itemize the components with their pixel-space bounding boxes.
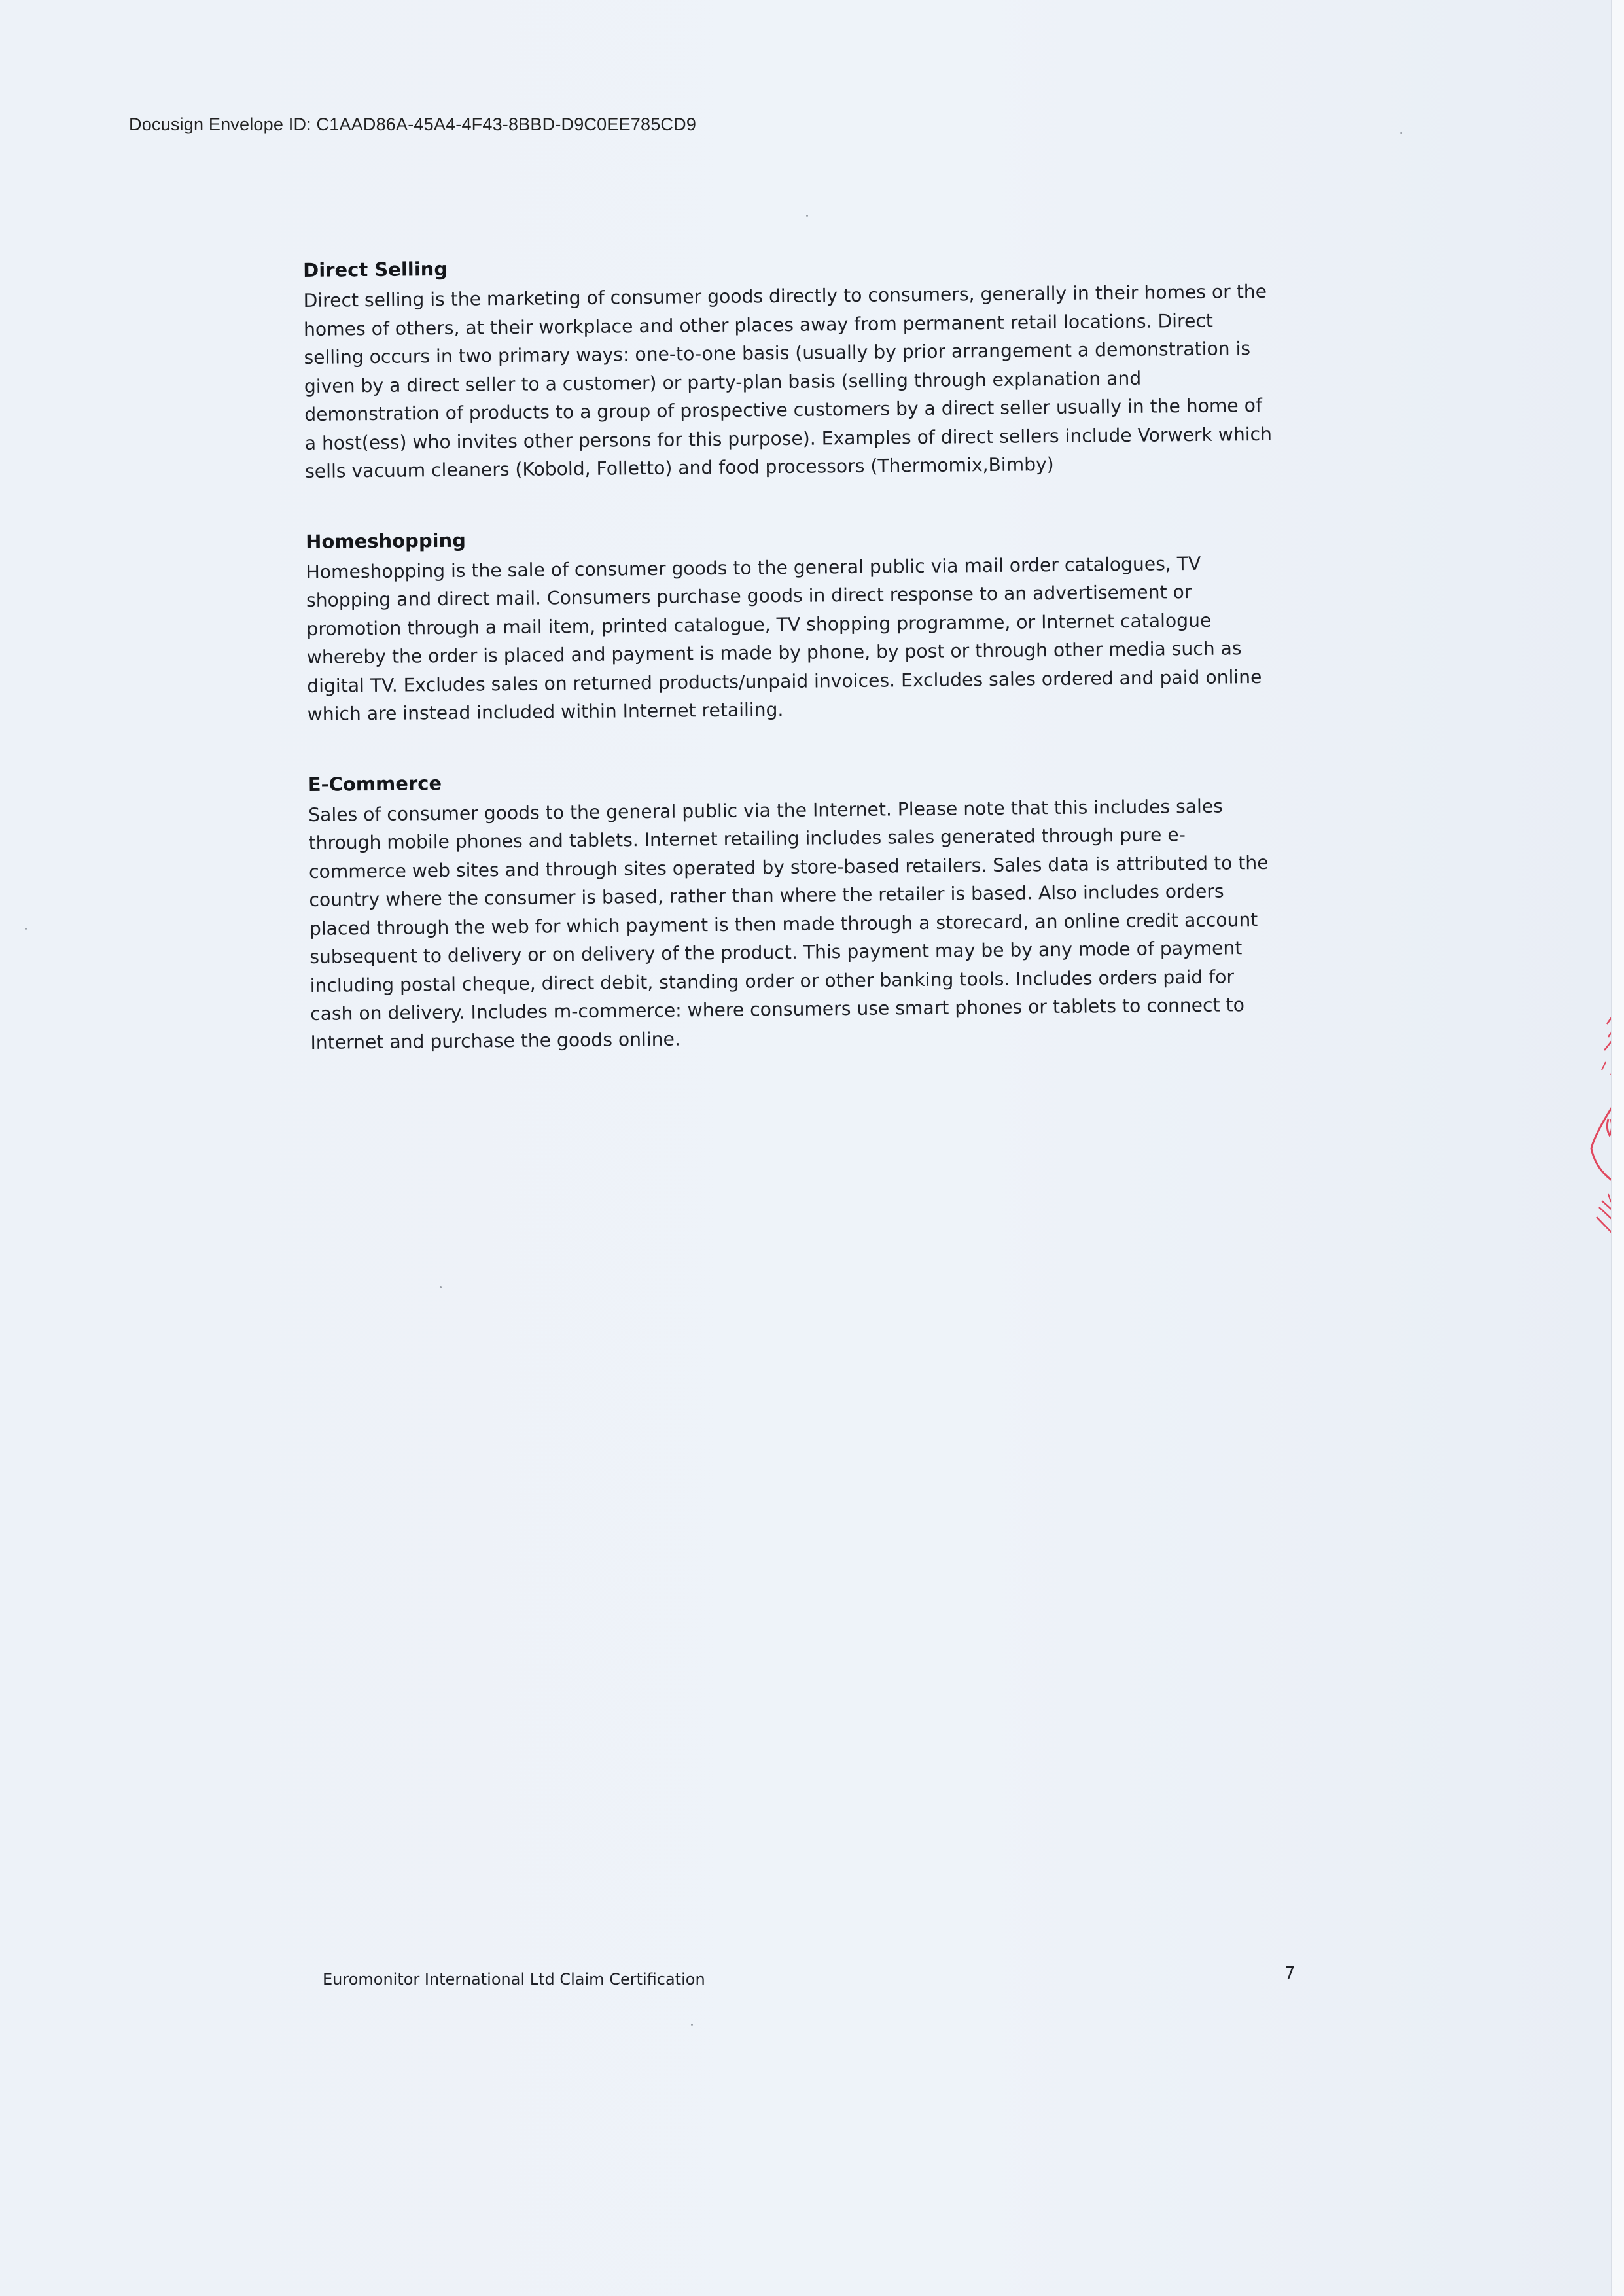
section-e-commerce [308, 761, 1279, 1057]
section-homeshopping [306, 518, 1276, 728]
document-body [303, 247, 1279, 1099]
section-paragraph: Sales of consumer goods to the general public via the Internet. Please note that this includes sales through mobile phones and tablets. Internet retailing includes sales generated through pure e-commerce web sites and through sites operated by store-based retailers. Sales data is attributed to the country where the consumer is based, rather than where the retailer is based. Also includes orders placed through the web for which payment is then made through a storecard, an online credit account subsequent to delivery or on delivery of the product. This payment may be by any mode of payment including postal cheque, direct debit, standing order or other banking tools. Includes orders paid for cash on delivery. Includes m-commerce: where consumers use smart phones or tablets to connect to Internet and purchase the goods online. [308, 795, 1269, 1053]
scan-speck [440, 1286, 442, 1288]
section-heading: Direct Selling [303, 257, 448, 281]
section-paragraph: Homeshopping is the sale of consumer goods to the general public via mail order catalogues, TV shopping and direct mail. Consumers purchase goods in direct response to an advertisement or promotion through a mail item, printed catalogue, TV shopping programme, or Internet catalogue whereby the order is placed and payment is made by phone, by post or through other media such as digital TV. Excludes sales on returned products/unpaid invoices. Excludes sales ordered and paid online which are instead included within Internet retailing. [306, 552, 1262, 725]
scan-speck [1400, 132, 1402, 134]
footer-certification-label: Euromonitor International Ltd Claim Certification [323, 1970, 705, 1988]
section-heading: Homeshopping [306, 529, 467, 553]
page-edge-strip [1611, 0, 1624, 2296]
scan-speck [25, 928, 27, 930]
docusign-envelope-id: Docusign Envelope ID: C1AAD86A-45A4-4F43-8BBD-D9C0EE785CD9 [129, 115, 697, 134]
section-direct-selling [303, 247, 1273, 486]
section-heading: E-Commerce [308, 771, 442, 796]
scan-speck [806, 215, 808, 217]
section-paragraph: Direct selling is the marketing of consumer goods directly to consumers, generally in their homes or the homes of others, at their workplace and other places away from permanent retail locations. Direct selling occurs in two primary ways: one-to-one basis (usually by prior arrangement a demonstration is given by a direct seller to a customer) or party-plan basis (selling through explanation and demonstration of products to a group of prospective customers by a direct seller usually in the home of a host(ess) who invites other persons for this purpose). Examples of direct sellers include Vorwerk which sells vacuum cleaners (Kobold, Folletto) and food processors (Thermomix,Bimby) [303, 280, 1273, 482]
scan-speck [691, 2024, 693, 2026]
page-number: 7 [1284, 1964, 1296, 1983]
